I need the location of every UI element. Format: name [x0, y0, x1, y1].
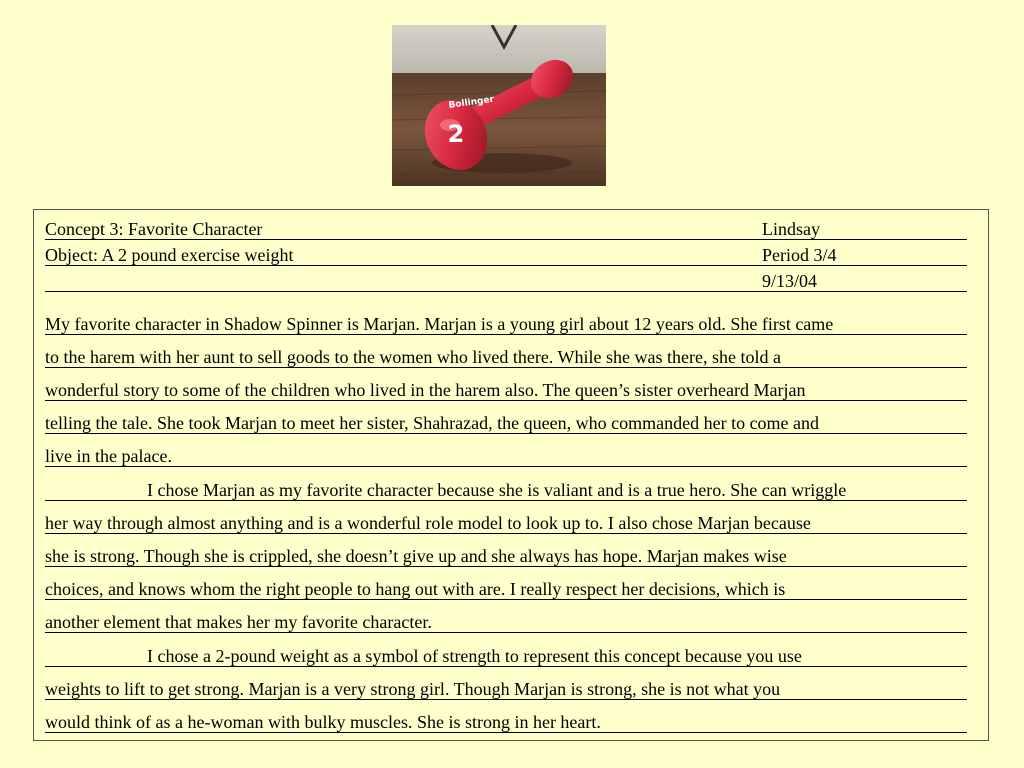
essay-line — [45, 480, 967, 501]
paragraph-start: I chose a 2-pound weight as a symbol of strength to represent this concept because you use — [147, 646, 802, 666]
paragraph-start: I chose Marjan as my favorite character because she is valiant and is a true hero. She can wriggle — [147, 480, 847, 500]
essay-line: another element that makes her my favorite character. — [45, 612, 967, 633]
dumbbell-icon — [392, 25, 606, 186]
essay-line: wonderful story to some of the children who lived in the harem also. The queen’s sister overheard Marjan — [45, 380, 967, 401]
essay-line — [45, 646, 967, 667]
essay-line: telling the tale. She took Marjan to meet her sister, Shahrazad, the queen, who commanded her to come and — [45, 413, 967, 434]
essay-box — [33, 209, 989, 741]
essay-line: weights to lift to get strong. Marjan is a very strong girl. Though Marjan is strong, she is not what you — [45, 679, 967, 700]
essay-line: to the harem with her aunt to sell goods to the women who lived there. While she was there, she told a — [45, 347, 967, 368]
header-line-3 — [45, 271, 967, 292]
brand-label: Bollinger — [448, 94, 495, 111]
header-line-1 — [45, 219, 967, 240]
essay-line: would think of as a he-woman with bulky muscles. She is strong in her heart. — [45, 712, 967, 733]
class-period: Period 3/4 — [762, 245, 837, 265]
student-name: Lindsay — [762, 219, 820, 239]
object-title: Object: A 2 pound exercise weight — [45, 245, 294, 265]
header-line-2 — [45, 245, 967, 266]
weight-number: 2 — [447, 120, 465, 148]
essay-line: she is strong. Though she is crippled, she doesn’t give up and she always has hope. Marjan makes wise — [45, 546, 967, 567]
concept-title: Concept 3: Favorite Character — [45, 219, 263, 239]
dumbbell-photo — [392, 25, 606, 186]
essay-line: My favorite character in Shadow Spinner is Marjan. Marjan is a young girl about 12 years old. She first came — [45, 314, 967, 335]
essay-date: 9/13/04 — [762, 271, 818, 291]
essay-line: her way through almost anything and is a wonderful role model to look up to. I also chose Marjan because — [45, 513, 967, 534]
essay-line: live in the palace. — [45, 446, 967, 467]
essay-line: choices, and knows whom the right people to hang out with are. I really respect her decisions, which is — [45, 579, 967, 600]
